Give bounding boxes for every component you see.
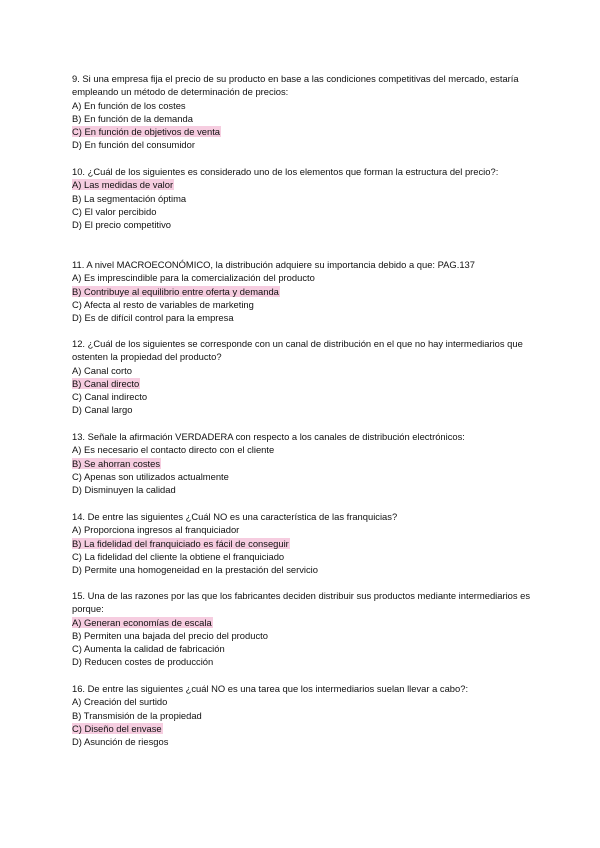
question-10 (72, 165, 542, 231)
highlighted-answer: C) En función de objetivos de venta (72, 126, 221, 138)
question-stem: 9. Si una empresa fija el precio de su producto en base a las condiciones competitivas del mercado, estaría empleando un método de determinación de precios: (72, 73, 519, 98)
option-a (72, 178, 542, 191)
option-c (72, 722, 542, 735)
option-c: C) Aumenta la calidad de fabricación (72, 643, 225, 655)
question-stem: 14. De entre las siguientes ¿Cuál NO es una característica de las franquicias? (72, 511, 398, 522)
option-d: D) Es de difícil control para la empresa (72, 312, 234, 324)
option-a: A) Proporciona ingresos al franquiciador (72, 524, 240, 536)
question-stem: 10. ¿Cuál de los siguientes es considerado uno de los elementos que forman la estructura del precio?: (72, 166, 499, 177)
highlighted-answer: B) La fidelidad del franquiciado es fácil de conseguir (72, 537, 289, 549)
option-a: A) Canal corto (72, 364, 132, 376)
highlighted-answer: B) Se ahorran costes (72, 457, 161, 469)
option-d: D) Reducen costes de producción (72, 656, 214, 668)
option-a: A) Es imprescindible para la comercialización del producto (72, 272, 315, 284)
highlighted-answer: B) Canal directo (72, 377, 140, 389)
option-b (72, 285, 542, 298)
option-a: A) En función de los costes (72, 99, 186, 111)
option-b: B) La segmentación óptima (72, 192, 187, 204)
option-d: D) En función del consumidor (72, 139, 195, 151)
option-b: B) Permiten una bajada del precio del producto (72, 629, 268, 641)
option-b (72, 537, 542, 550)
highlighted-answer: A) Generan economías de escala (72, 616, 212, 628)
option-d: D) Canal largo (72, 404, 133, 416)
option-c: C) Afecta al resto de variables de marketing (72, 298, 254, 310)
option-c: C) La fidelidad del cliente la obtiene el franquiciado (72, 550, 285, 562)
option-c (72, 125, 542, 138)
option-b: B) En función de la demanda (72, 112, 193, 124)
highlighted-answer: C) Diseño del envase (72, 722, 162, 734)
question-stem: 12. ¿Cuál de los siguientes se corresponde con un canal de distribución en el que no hay intermediarios que ostenten la propiedad del producto? (72, 338, 523, 363)
option-a: A) Creación del surtido (72, 696, 168, 708)
option-b (72, 457, 542, 470)
option-d: D) Disminuyen la calidad (72, 484, 176, 496)
question-stem: 16. De entre las siguientes ¿cuál NO es una tarea que los intermediarios suelan llevar a cabo?: (72, 683, 469, 694)
option-c: C) El valor percibido (72, 205, 157, 217)
option-b: B) Transmisión de la propiedad (72, 709, 202, 721)
option-d: D) Permite una homogeneidad en la prestación del servicio (72, 564, 318, 576)
question-stem: 15. Una de las razones por las que los fabricantes deciden distribuir sus productos mediante intermediarios es porque: (72, 590, 531, 615)
highlighted-answer: B) Contribuye al equilibrio entre oferta y demanda (72, 285, 279, 297)
option-a: A) Es necesario el contacto directo con el cliente (72, 444, 275, 456)
option-a (72, 616, 542, 629)
question-16 (72, 682, 542, 748)
option-d: D) El precio competitivo (72, 219, 171, 231)
highlighted-answer: A) Las medidas de valor (72, 179, 174, 191)
question-14 (72, 510, 542, 576)
question-stem: 13. Señale la afirmación VERDADERA con respecto a los canales de distribución electrónicos: (72, 431, 465, 442)
option-b (72, 377, 542, 390)
question-15 (72, 589, 542, 669)
question-12 (72, 337, 542, 417)
option-c: C) Canal indirecto (72, 391, 148, 403)
question-11 (72, 258, 542, 324)
question-9 (72, 72, 542, 152)
question-stem: 11. A nivel MACROECONÓMICO, la distribución adquiere su importancia debido a que: PAG.137 (72, 259, 475, 270)
option-c: C) Apenas son utilizados actualmente (72, 470, 229, 482)
question-13 (72, 430, 542, 496)
option-d: D) Asunción de riesgos (72, 736, 169, 748)
